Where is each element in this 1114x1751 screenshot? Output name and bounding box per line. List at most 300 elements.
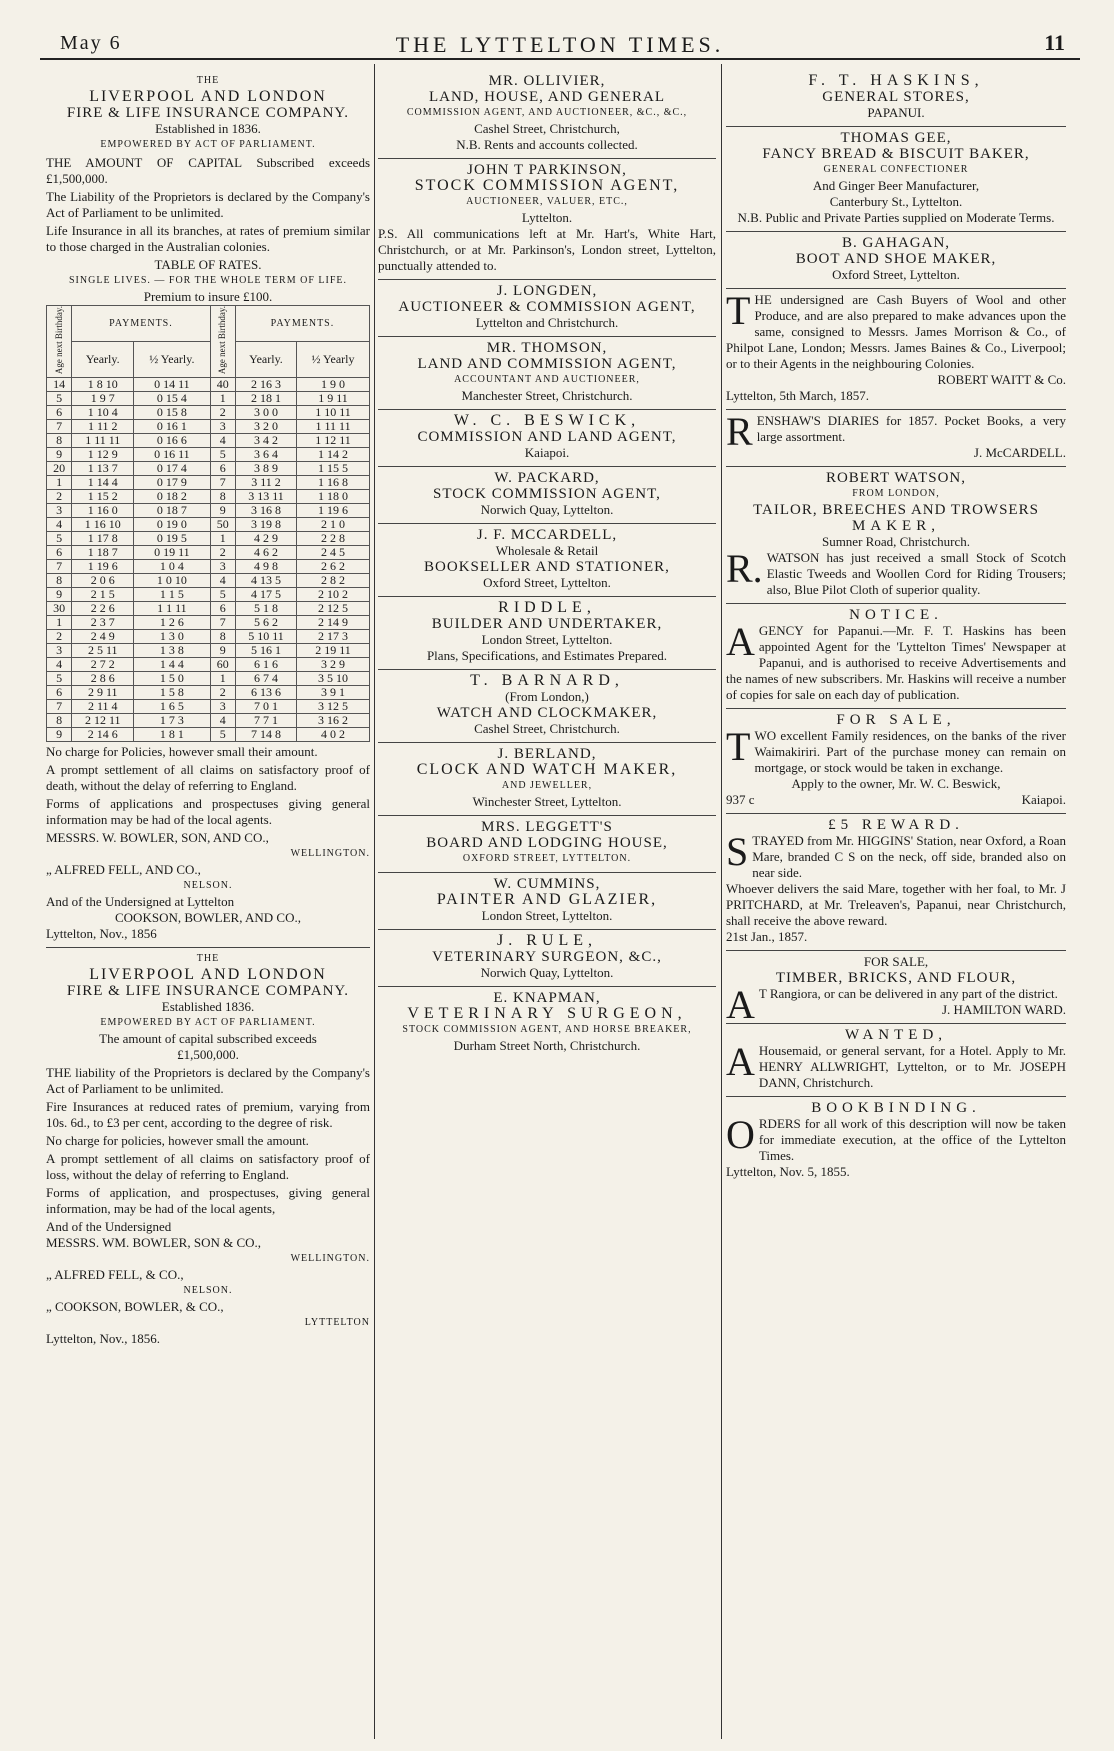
ad-name: MR. OLLIVIER,	[488, 73, 606, 89]
rate-payment-cell: 1 8 1	[134, 728, 210, 742]
agent-line: COOKSON, BOWLER, AND CO.,	[115, 910, 301, 926]
ad-trade: TAILOR, BREECHES AND TROWSERS	[753, 502, 1039, 518]
ad-heading-2: TIMBER, BRICKS, AND FLOUR,	[775, 970, 1017, 986]
ad-signature: ROBERT WAITT & Co.	[937, 372, 1066, 387]
rate-age-cell: 7	[47, 560, 72, 574]
rate-payment-cell: 3 16 2	[297, 714, 370, 728]
rate-payment-cell: 1 19 6	[297, 504, 370, 518]
ad-body: GENCY for Papanui.—Mr. F. T. Haskins has been appointed Agent for the 'Lyttelton Times' Newspaper at Papanui, and is authorised to receive Advertisements and the names of new subscribers. Mr. Haskins will receive a number of copies for sale on each day of publication.	[726, 623, 1066, 702]
rate-age-cell: 8	[210, 490, 235, 504]
rate-payment-cell: 0 15 8	[134, 406, 210, 420]
column-2	[378, 70, 716, 1740]
rate-age-cell: 9	[47, 588, 72, 602]
rate-age-cell: 2	[210, 406, 235, 420]
rate-payment-cell: 0 16 1	[134, 420, 210, 434]
rate-payment-cell: 2 11 4	[72, 700, 134, 714]
rate-payment-cell: 1 11 2	[72, 420, 134, 434]
rate-payment-cell: 2 12 11	[72, 714, 134, 728]
ad-trade: LAND, HOUSE, AND GENERAL	[428, 89, 666, 105]
rate-age-cell: 1	[210, 532, 235, 546]
agent-line: MESSRS. WM. BOWLER, SON & CO.,	[46, 1235, 262, 1251]
rate-row	[47, 644, 370, 658]
ad-address: Cashel Street, Christchurch,	[474, 121, 620, 136]
ad-name: B. GAHAGAN,	[841, 235, 951, 251]
ad-subtrade: COMMISSION AGENT, AND AUCTIONEER, &C., &C.,	[406, 107, 688, 118]
rate-payment-cell: 3 2 0	[235, 420, 296, 434]
ad-date: Lyttelton, Nov. 5, 1855.	[726, 1164, 850, 1179]
rate-row	[47, 434, 370, 448]
rate-age-cell: 3	[210, 700, 235, 714]
insurance-ad-1	[46, 70, 370, 948]
agent-town: NELSON.	[183, 1285, 233, 1297]
ad-name: W. PACKARD,	[494, 470, 600, 486]
ad-rule	[378, 930, 716, 987]
ad-address: Norwich Quay, Lyttelton.	[480, 502, 614, 517]
rate-payment-cell: 2 17 3	[297, 630, 370, 644]
drop-cap: R.	[726, 546, 763, 591]
rate-age-cell: 1	[47, 616, 72, 630]
ad-packard	[378, 467, 716, 524]
ad-subtrade: STOCK COMMISSION AGENT, AND HORSE BREAKER,	[402, 1024, 692, 1035]
ad-name: ROBERT WATSON,	[825, 470, 967, 486]
rate-payment-cell: 2 2 6	[72, 602, 134, 616]
rate-payment-cell: 1 16 0	[72, 504, 134, 518]
ad-gahagan	[726, 232, 1066, 289]
ad-heading: BOOKBINDING.	[811, 1100, 981, 1116]
ad-knapman	[378, 987, 716, 1059]
ad-address: Kaiapoi.	[524, 445, 570, 460]
rate-age-cell: 5	[47, 672, 72, 686]
rate-payment-cell: 6 7 4	[235, 672, 296, 686]
insurance-ad-2	[46, 948, 370, 1352]
rate-payment-cell: 3 0 0	[235, 406, 296, 420]
rate-age-cell: 6	[210, 602, 235, 616]
agent-town: LYTTELTON	[304, 1317, 370, 1329]
ad-address: Lyttelton.	[521, 210, 573, 225]
ad-wanted	[726, 1024, 1066, 1097]
rate-payment-cell: 1 11 11	[72, 434, 134, 448]
ad-name: MRS. LEGGETT'S	[481, 819, 613, 835]
rate-payment-cell: 1 16 10	[72, 518, 134, 532]
rate-age-cell: 3	[210, 420, 235, 434]
ad-trade: FANCY BREAD & BISCUIT BAKER,	[762, 146, 1030, 162]
ad-mccardell	[378, 524, 716, 597]
rate-payment-cell: 3 11 2	[235, 476, 296, 490]
rate-payment-cell: 2 1 5	[72, 588, 134, 602]
rate-age-cell: 20	[47, 462, 72, 476]
ad-name: E. KNAPMAN,	[493, 990, 601, 1006]
ad-established: Established 1836.	[161, 999, 255, 1015]
ad-established: Established in 1836.	[155, 121, 261, 136]
masthead-date: May 6	[60, 32, 122, 54]
ad-paragraph: Fire Insurances at reduced rates of premium, varying from 10s. 6d., to £3 per cent, according to the degree of risk.	[46, 1099, 370, 1131]
rate-payment-cell: 1 0 4	[134, 560, 210, 574]
rate-payment-cell: 3 8 9	[235, 462, 296, 476]
rate-payment-cell: 1 3 8	[134, 644, 210, 658]
rate-payment-cell: 7 0 1	[235, 700, 296, 714]
agent-line: „ COOKSON, BOWLER, & CO.,	[46, 1299, 224, 1315]
rate-payment-cell: 4 0 2	[297, 728, 370, 742]
ad-apply: Apply to the owner, Mr. W. C. Beswick,	[791, 776, 1001, 791]
ad-name: F. T. HASKINS,	[808, 72, 984, 89]
ad-address: London Street, Lyttelton.	[481, 908, 613, 923]
ad-body: HE undersigned are Cash Buyers of Wool and other Produce, and are also prepared to make advances upon the same, consigned to Messrs. James Morrison & Co., of Philpot Lane, London; Messrs. James Baines & Co., Liverpool; or to their Agents in the neighbouring Colonies.	[726, 292, 1066, 371]
ad-address: Manchester Street, Christchurch.	[461, 388, 633, 403]
ad-note: N.B. Rents and accounts collected.	[456, 137, 638, 152]
rate-payment-cell: 2 9 11	[72, 686, 134, 700]
ad-watson	[726, 467, 1066, 604]
rate-age-cell: 9	[47, 728, 72, 742]
rate-age-cell: 30	[47, 602, 72, 616]
rate-payment-cell: 7 7 1	[235, 714, 296, 728]
rate-row	[47, 448, 370, 462]
table-title: TABLE OF RATES.	[154, 257, 262, 272]
ad-trade: BOOKSELLER AND STATIONER,	[424, 559, 670, 575]
rate-payment-cell: 1 14 2	[297, 448, 370, 462]
ad-thomson	[378, 337, 716, 410]
ad-address: Canterbury St., Lyttelton.	[829, 194, 963, 209]
ad-name: RIDDLE,	[498, 599, 596, 616]
rate-age-cell: 8	[210, 630, 235, 644]
ad-company-name-2: FIRE & LIFE INSURANCE COMPANY.	[66, 105, 350, 121]
ad-reference: 937 c	[726, 792, 755, 807]
ad-trade: BOOT AND SHOE MAKER,	[795, 251, 997, 267]
rate-age-cell: 7	[210, 476, 235, 490]
ad-trade: VETERINARY SURGEON,	[407, 1005, 687, 1022]
rate-age-cell: 3	[47, 644, 72, 658]
ad-body: Housemaid, or general servant, for a Hotel. Apply to Mr. HENRY ALLWRIGHT, Lyttelton, or to Mr. JOSEPH DANN, Christchurch.	[758, 1043, 1066, 1090]
ad-for-sale-timber	[726, 951, 1066, 1027]
ad-date: Lyttelton, 5th March, 1857.	[726, 388, 869, 403]
ad-body: ENSHAW'S DIARIES for 1857. Pocket Books, a very large assortment.	[756, 413, 1066, 444]
ad-subtrade: Wholesale & Retail	[495, 543, 599, 558]
rate-row	[47, 420, 370, 434]
ad-name: T. BARNARD,	[470, 672, 624, 689]
rate-payment-cell: 0 19 11	[134, 546, 210, 560]
ad-address: PAPANUI.	[867, 105, 925, 120]
table-premium: Premium to insure £100.	[143, 289, 273, 304]
ad-address: Lyttelton and Christchurch.	[475, 315, 619, 330]
rate-row	[47, 392, 370, 406]
ad-trade: STOCK COMMISSION AGENT,	[414, 177, 680, 194]
ad-ollivier	[378, 70, 716, 159]
ad-subtrade: (From London,)	[505, 689, 589, 704]
rate-payment-cell: 2 8 6	[72, 672, 134, 686]
ad-empowered: EMPOWERED BY ACT OF PARLIAMENT.	[100, 139, 316, 150]
ad-reward	[726, 814, 1066, 951]
rate-row	[47, 406, 370, 420]
rate-payment-cell: 0 18 7	[134, 504, 210, 518]
ad-paragraph: A prompt settlement of all claims on satisfactory proof of loss, without the delay of referring to England.	[46, 1151, 370, 1183]
ad-place: Kaiapoi.	[1021, 792, 1066, 807]
ad-name: W. CUMMINS,	[493, 876, 601, 892]
rate-payment-cell: 5 1 8	[235, 602, 296, 616]
ad-address: Oxford Street, Lyttelton.	[832, 267, 960, 282]
rate-payment-cell: 3 13 11	[235, 490, 296, 504]
ad-heading: WANTED,	[844, 1027, 948, 1043]
rate-payment-cell: 3 16 8	[235, 504, 296, 518]
column-rule	[721, 64, 722, 1739]
rate-payment-cell: 2 1 0	[297, 518, 370, 532]
rate-payment-cell: 3 5 10	[297, 672, 370, 686]
rate-payment-cell: 6 1 6	[235, 658, 296, 672]
agent-date: Lyttelton, Nov., 1856	[46, 926, 157, 942]
drop-cap: O	[726, 1112, 755, 1157]
ad-notice	[726, 604, 1066, 709]
rate-age-cell: 5	[210, 588, 235, 602]
ad-trade: STOCK COMMISSION AGENT,	[433, 486, 661, 502]
ad-subtrade: AND JEWELLER,	[501, 780, 593, 791]
ad-body: TRAYED from Mr. HIGGINS' Station, near Oxford, a Roan Mare, branded C S on the neck, off side, branded also on near side.	[752, 833, 1066, 880]
rate-payment-cell: 3 2 9	[297, 658, 370, 672]
rate-age-cell: 2	[47, 630, 72, 644]
rate-age-cell: 4	[210, 574, 235, 588]
rate-payment-cell: 2 19 11	[297, 644, 370, 658]
ad-cummins	[378, 873, 716, 930]
rate-age-cell: 60	[210, 658, 235, 672]
rate-payment-cell: 0 18 2	[134, 490, 210, 504]
rate-age-cell: 1	[210, 672, 235, 686]
rate-age-cell: 4	[210, 714, 235, 728]
rate-payment-cell: 1 15 2	[72, 490, 134, 504]
ad-amount: £1,500,000.	[177, 1047, 239, 1063]
ad-paragraph: Life Insurance in all its branches, at rates of premium similar to those charged in the Australian colonies.	[46, 223, 370, 254]
rate-payment-cell: 5 10 11	[235, 630, 296, 644]
agent-town: WELLINGTON.	[290, 1253, 370, 1265]
ad-signature: J. HAMILTON WARD.	[942, 1002, 1066, 1017]
ad-heading: FOR SALE,	[863, 954, 929, 969]
rate-age-cell: 7	[210, 616, 235, 630]
rate-age-cell: 5	[47, 392, 72, 406]
ad-note: No charge for Policies, however small their amount.	[46, 744, 318, 760]
rate-payment-cell: 2 4 9	[72, 630, 134, 644]
ad-trade: AUCTIONEER & COMMISSION AGENT,	[398, 299, 696, 315]
rate-age-cell: 14	[47, 378, 72, 392]
ad-note: A prompt settlement of all claims on satisfactory proof of death, without the delay of referring to England.	[46, 762, 370, 794]
rate-payment-cell: 5 16 1	[235, 644, 296, 658]
rate-payment-cell: 0 14 11	[134, 378, 210, 392]
ad-trade: VETERINARY SURGEON, &C.,	[432, 949, 662, 965]
rate-payment-cell: 1 2 6	[134, 616, 210, 630]
rate-age-cell: 2	[47, 490, 72, 504]
rate-payment-cell: 1 16 8	[297, 476, 370, 490]
rate-age-cell: 6	[47, 546, 72, 560]
rate-age-cell: 1	[210, 392, 235, 406]
rate-age-cell: 5	[210, 448, 235, 462]
drop-cap: A	[726, 982, 755, 1027]
ad-paragraph: No charge for policies, however small the amount.	[46, 1133, 309, 1149]
rate-payment-cell: 4 6 2	[235, 546, 296, 560]
agent-line: And of the Undersigned at Lyttelton	[46, 894, 235, 910]
rate-age-cell: 4	[47, 658, 72, 672]
rate-row	[47, 546, 370, 560]
agent-date: Lyttelton, Nov., 1856.	[46, 1331, 160, 1347]
ad-name: J. LONGDEN,	[496, 283, 598, 299]
rate-row	[47, 462, 370, 476]
ad-body-2: Whoever delivers the said Mare, together with her foal, to Mr. J PRITCHARD, at Mr. Treleaven's, Papanui, near Christchurch, shall receive the above reward.	[726, 881, 1066, 928]
ad-barnard	[378, 670, 716, 743]
column-3	[726, 70, 1066, 1740]
rate-payment-cell: 1 12 11	[297, 434, 370, 448]
ad-address: Winchester Street, Lyttelton.	[472, 794, 622, 809]
drop-cap: R	[726, 409, 753, 454]
rate-payment-cell: 1 18 7	[72, 546, 134, 560]
drop-cap: A	[726, 1039, 755, 1084]
rate-row	[47, 602, 370, 616]
rate-payment-cell: 5 6 2	[235, 616, 296, 630]
ad-name: J. RULE,	[497, 932, 597, 949]
rate-payment-cell: 1 9 7	[72, 392, 134, 406]
rate-payment-cell: 4 9 8	[235, 560, 296, 574]
ad-paragraph: And of the Undersigned	[46, 1219, 172, 1235]
rate-payment-cell: 2 7 2	[72, 658, 134, 672]
ad-note: P.S. All communications left at Mr. Hart's, White Hart, Christchurch, or at Mr. Parkinson's, London street, Lyttelton, punctually attended to.	[378, 226, 716, 273]
drop-cap: A	[726, 619, 755, 664]
rate-payment-cell: 1 8 10	[72, 378, 134, 392]
rate-row	[47, 700, 370, 714]
drop-cap: S	[726, 829, 749, 874]
ad-waitt	[726, 289, 1066, 410]
ad-address: Durham Street North, Christchurch.	[453, 1038, 641, 1053]
rate-age-cell: 8	[47, 574, 72, 588]
rate-age-cell: 6	[210, 462, 235, 476]
ad-subtrade: AUCTIONEER, VALUER, ETC.,	[466, 196, 628, 207]
rate-payment-cell: 1 4 4	[134, 658, 210, 672]
ad-trade: WATCH AND CLOCKMAKER,	[436, 705, 658, 721]
ad-trade: CLOCK AND WATCH MAKER,	[416, 761, 678, 778]
drop-cap: T	[726, 288, 751, 333]
rate-payment-cell: 1 5 0	[134, 672, 210, 686]
ad-note: Plans, Specifications, and Estimates Prepared.	[426, 648, 668, 663]
agent-town: NELSON.	[183, 880, 233, 892]
ad-paragraph: Forms of application, and prospectuses, giving general information, may be had of the local agents,	[46, 1185, 370, 1217]
rate-row	[47, 686, 370, 700]
ad-paragraph: THE liability of the Proprietors is declared by the Company's Act of Parliament to be unlimited.	[46, 1065, 370, 1097]
rate-payment-cell: 1 19 6	[72, 560, 134, 574]
ad-longden	[378, 280, 716, 337]
rate-payment-cell: 2 8 2	[297, 574, 370, 588]
table-header-yearly: Yearly.	[235, 342, 296, 378]
masthead	[40, 18, 1080, 60]
ad-note: Forms of applications and prospectuses giving general information may be had of the local agents.	[46, 796, 370, 828]
rate-age-cell: 6	[47, 406, 72, 420]
ad-date: 21st Jan., 1857.	[726, 929, 808, 944]
rate-age-cell: 5	[210, 728, 235, 742]
rate-row	[47, 490, 370, 504]
rate-payment-cell: 1 10 11	[297, 406, 370, 420]
rate-row	[47, 532, 370, 546]
rate-payment-cell: 1 12 9	[72, 448, 134, 462]
ad-riddle	[378, 597, 716, 670]
rate-age-cell: 9	[210, 504, 235, 518]
rate-payment-cell: 2 10 2	[297, 588, 370, 602]
ad-trade: BOARD AND LODGING HOUSE,	[426, 835, 668, 851]
rate-row	[47, 476, 370, 490]
ad-company-name: LIVERPOOL AND LONDON	[89, 966, 327, 984]
rate-row	[47, 658, 370, 672]
ad-trade: COMMISSION AND LAND AGENT,	[417, 429, 677, 445]
column-rule	[374, 64, 375, 1739]
rate-payment-cell: 2 4 5	[297, 546, 370, 560]
rate-payment-cell: 2 0 6	[72, 574, 134, 588]
rate-payment-cell: 0 19 0	[134, 518, 210, 532]
rate-payment-cell: 2 12 5	[297, 602, 370, 616]
ad-leggett	[378, 816, 716, 873]
rate-payment-cell: 4 17 5	[235, 588, 296, 602]
table-header-yearly: Yearly.	[72, 342, 134, 378]
rates-table	[46, 305, 370, 742]
ad-the: THE	[196, 953, 220, 965]
ad-trade: PAINTER AND GLAZIER,	[436, 891, 658, 908]
rate-row	[47, 378, 370, 392]
rate-age-cell: 9	[210, 644, 235, 658]
rate-payment-cell: 2 5 11	[72, 644, 134, 658]
ad-note: N.B. Public and Private Parties supplied on Moderate Terms.	[737, 210, 1055, 225]
ad-address: London Street, Lyttelton.	[481, 632, 613, 647]
ad-trade: LAND AND COMMISSION AGENT,	[417, 356, 677, 372]
agent-line: „ ALFRED FELL, AND CO.,	[46, 862, 201, 878]
rate-payment-cell: 1 18 0	[297, 490, 370, 504]
masthead-title: THE LYTTELTON TIMES.	[395, 32, 725, 57]
ad-heading: NOTICE.	[849, 607, 943, 623]
ad-address: Cashel Street, Christchurch.	[474, 721, 620, 736]
rate-row	[47, 630, 370, 644]
rate-payment-cell: 3 12 5	[297, 700, 370, 714]
rate-age-cell: 9	[47, 448, 72, 462]
rate-payment-cell: 2 18 1	[235, 392, 296, 406]
rate-age-cell: 50	[210, 518, 235, 532]
rate-payment-cell: 1 9 0	[297, 378, 370, 392]
ad-for-sale-residences	[726, 709, 1066, 814]
rate-row	[47, 616, 370, 630]
rate-row	[47, 518, 370, 532]
ad-haskins	[726, 70, 1066, 127]
rate-age-cell: 8	[47, 714, 72, 728]
agent-line: „ ALFRED FELL, & CO.,	[46, 1267, 184, 1283]
rate-payment-cell: 2 16 3	[235, 378, 296, 392]
rate-payment-cell: 3 19 8	[235, 518, 296, 532]
rate-payment-cell: 1 14 4	[72, 476, 134, 490]
ad-parkinson	[378, 159, 716, 280]
rate-payment-cell: 3 9 1	[297, 686, 370, 700]
rate-row	[47, 714, 370, 728]
rate-row	[47, 560, 370, 574]
ad-the: THE	[196, 75, 220, 86]
ad-berland	[378, 743, 716, 816]
rate-payment-cell: 0 15 4	[134, 392, 210, 406]
table-header-payments: PAYMENTS.	[72, 306, 210, 342]
ad-name: JOHN T PARKINSON,	[467, 162, 627, 178]
ad-beswick	[378, 410, 716, 467]
rate-payment-cell: 0 16 11	[134, 448, 210, 462]
rate-payment-cell: 6 13 6	[235, 686, 296, 700]
rate-age-cell: 1	[47, 476, 72, 490]
rate-payment-cell: 2 14 6	[72, 728, 134, 742]
rate-payment-cell: 1 11 11	[297, 420, 370, 434]
rate-payment-cell: 1 1 11	[134, 602, 210, 616]
ad-heading: FOR SALE,	[836, 712, 956, 728]
ad-trade-2: MAKER,	[852, 518, 940, 534]
column-1	[46, 70, 370, 1740]
rate-age-cell: 3	[47, 504, 72, 518]
rate-age-cell: 4	[47, 518, 72, 532]
ad-signature: J. McCARDELL.	[973, 445, 1066, 460]
ad-address: Sumner Road, Christchurch.	[821, 534, 971, 549]
table-header-half-yearly: ½ Yearly	[297, 342, 370, 378]
rate-row	[47, 574, 370, 588]
ad-name: J. BERLAND,	[497, 746, 597, 762]
table-header-half-yearly: ½ Yearly.	[134, 342, 210, 378]
